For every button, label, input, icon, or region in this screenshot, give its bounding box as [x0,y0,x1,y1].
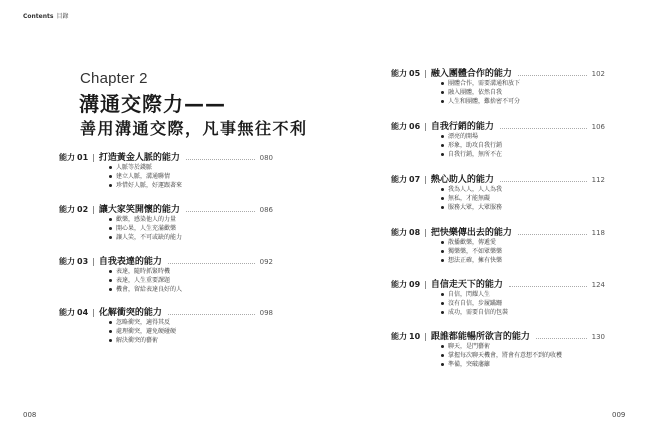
bullet-icon [109,227,112,230]
entry-prefix: 能力 [59,205,75,214]
bullet-icon [441,135,444,138]
dot-leader [500,127,587,129]
subitem [109,172,273,181]
subitem [109,224,273,233]
subitem [441,342,605,351]
entry-subitems [391,290,605,317]
subitem-text: 形象，助攻自我行銷 [448,142,503,149]
entry-page-number: 130 [591,333,605,341]
subitem [109,285,273,294]
subitem-text: 自信，閃耀人生 [448,291,491,298]
subitem [441,132,605,141]
subitem [441,256,605,265]
entry-subitems [59,267,273,294]
entry-page-number: 098 [259,309,273,317]
entry-title: 自信走天下的能力 [430,280,503,290]
toc-entry [391,225,605,265]
bullet-icon [441,250,444,253]
subitem [441,97,605,106]
bullet-icon [441,188,444,191]
bullet-icon [441,241,444,244]
entry-page-number: 102 [591,70,605,78]
entry-page-number: 086 [259,206,273,214]
subitem [441,141,605,150]
entry-page-number: 092 [259,258,273,266]
toc-entry [59,254,273,294]
subitem [109,276,273,285]
subitem-text: 融入團體，依然自我 [448,89,503,96]
dot-leader [518,233,587,235]
entry-page-number: 124 [591,281,605,289]
subitem-text: 成功，需要自信的包裝 [448,309,509,316]
page-number-right: 009 [612,411,626,419]
contents-header [23,11,68,20]
entry-divider: | [424,122,427,131]
entry-subitems [391,132,605,159]
entry-title: 融入團體合作的能力 [430,69,512,79]
bullet-icon [441,363,444,366]
entry-number: 09 [409,280,421,289]
subitem [109,233,273,242]
bullet-icon [441,302,444,305]
entry-title: 熱心助人的能力 [430,175,494,185]
entry-subitems [391,342,605,369]
subitem [109,327,273,336]
subitem-text: 歡樂，感染他人的力量 [116,216,177,223]
bullet-icon [109,236,112,239]
bullet-icon [441,354,444,357]
subitem [441,308,605,317]
subitem-text: 準備，突破藩籬 [448,361,491,368]
bullet-icon [109,279,112,282]
subitem [441,351,605,360]
subitem-text: 無私，才能無礙 [448,195,491,202]
bullet-icon [109,218,112,221]
bullet-icon [441,100,444,103]
dot-leader [186,158,255,160]
subitem-text: 珍惜好人脈，好運跟著來 [116,182,183,189]
entry-number: 03 [77,257,89,266]
bullet-icon [441,293,444,296]
toc-entry-heading [391,172,605,184]
subitem [441,79,605,88]
subitem-text: 自我行銷，無所不在 [448,151,503,158]
entry-divider: | [92,257,95,266]
entry-page-number: 080 [259,154,273,162]
toc-entry [391,277,605,317]
subitem [441,88,605,97]
subitem-text: 處理衝突，避免硬碰硬 [116,328,177,335]
bullet-icon [109,175,112,178]
toc-entry-heading [59,254,273,266]
entry-number: 10 [409,332,421,341]
chapter-label: Chapter 2 [80,70,148,87]
entry-title: 自我表達的能力 [98,257,162,267]
entry-divider: | [92,205,95,214]
dot-leader [500,180,587,182]
entry-subitems [59,318,273,345]
subitem [441,247,605,256]
toc-entry [59,150,273,190]
contents-label-zh: 目錄 [56,13,69,20]
entry-subitems [391,79,605,106]
entry-divider: | [424,228,427,237]
toc-entry-heading [391,225,605,237]
entry-divider: | [424,175,427,184]
entry-subitems [391,185,605,212]
entry-number: 04 [77,308,89,317]
entry-divider: | [424,69,427,78]
entry-title: 跟誰都能暢所欲言的能力 [430,332,530,342]
entry-number: 01 [77,153,89,162]
subitem-text: 我為人人，人人為我 [448,186,503,193]
subitem [109,336,273,345]
chapter-title: 溝通交際力—— [79,92,226,116]
subitem [109,181,273,190]
chapter-subtitle: 善用溝通交際，凡事無往不利 [80,119,308,138]
toc-entry-heading [391,277,605,289]
subitem-text: 人脈等於錢脈 [116,164,153,171]
bullet-icon [109,166,112,169]
entry-prefix: 能力 [391,122,407,131]
entry-prefix: 能力 [391,175,407,184]
subitem-text: 人生和團體，難捨密不可分 [448,98,521,105]
subitem-text: 表達，隨時抓緊時機 [116,268,171,275]
toc-entry [391,66,605,106]
subitem-text: 團體合作，需要溝通和放下 [448,80,521,87]
subitem [109,215,273,224]
bullet-icon [441,144,444,147]
entry-divider: | [92,153,95,162]
subitem-text: 讓人笑，不可或缺的能力 [116,234,183,241]
bullet-icon [441,311,444,314]
subitem-text: 解決衝突的藝術 [116,337,159,344]
toc-entry [59,202,273,242]
toc-entry [391,172,605,212]
entry-page-number: 118 [591,229,605,237]
entry-title: 化解衝突的能力 [98,308,162,318]
toc-entry-heading [59,305,273,317]
subitem [441,150,605,159]
bullet-icon [109,321,112,324]
subitem-text: 聊天，是門藝術 [448,343,491,350]
subitem [441,185,605,194]
subitem [441,238,605,247]
bullet-icon [441,197,444,200]
subitem-text: 漂亮的開場 [448,133,479,140]
entry-title: 讓大家笑開懷的能力 [98,205,180,215]
subitem [441,203,605,212]
entry-number: 06 [409,122,421,131]
entry-divider: | [424,332,427,341]
entry-page-number: 106 [591,123,605,131]
entry-prefix: 能力 [391,332,407,341]
toc-entry-heading [391,66,605,78]
entry-prefix: 能力 [59,153,75,162]
subitem-text: 想法正確，擁有快樂 [448,257,503,264]
entry-prefix: 能力 [391,280,407,289]
bullet-icon [441,206,444,209]
entry-prefix: 能力 [391,228,407,237]
bullet-icon [441,82,444,85]
subitem [441,290,605,299]
entry-prefix: 能力 [59,257,75,266]
bullet-icon [109,288,112,291]
entry-prefix: 能力 [391,69,407,78]
subitem-text: 表達，人生重要課題 [116,277,171,284]
subitem [441,360,605,369]
subitem-text: 沒有自信，步履蹣跚 [448,300,503,307]
subitem-text: 獨樂樂，不如眾樂樂 [448,248,503,255]
entry-divider: | [424,280,427,289]
subitem [109,318,273,327]
subitem-text: 機會，留給表達良好的人 [116,286,183,293]
entry-subitems [59,215,273,242]
subitem [441,299,605,308]
subitem-text: 開心果，人生充滿歡樂 [116,225,177,232]
contents-label: Contents [23,13,54,20]
dot-leader [186,210,255,212]
entry-number: 08 [409,228,421,237]
dot-leader [168,262,255,264]
bullet-icon [441,345,444,348]
subitem-text: 散播歡樂，傳遞愛 [448,239,497,246]
subitem-text: 忽略衝突，適得其反 [116,319,171,326]
subitem [109,267,273,276]
bullet-icon [109,339,112,342]
dot-leader [168,313,255,315]
entry-title: 把快樂傳出去的能力 [430,228,512,238]
bullet-icon [109,270,112,273]
toc-entry-heading [59,150,273,162]
bullet-icon [441,259,444,262]
entry-number: 07 [409,175,421,184]
entry-prefix: 能力 [59,308,75,317]
entry-page-number: 112 [591,176,605,184]
toc-entry-heading [59,202,273,214]
bullet-icon [109,184,112,187]
dot-leader [536,337,587,339]
bullet-icon [109,330,112,333]
entry-number: 05 [409,69,421,78]
entry-title: 自我行銷的能力 [430,122,494,132]
page-number-left: 008 [23,411,37,419]
bullet-icon [441,91,444,94]
subitem [441,194,605,203]
entry-number: 02 [77,205,89,214]
toc-entry-heading [391,329,605,341]
entry-title: 打造黃金人脈的能力 [98,153,180,163]
subitem [109,163,273,172]
entry-subitems [59,163,273,190]
toc-entry [391,119,605,159]
dot-leader [518,74,587,76]
bullet-icon [441,153,444,156]
toc-entry [391,329,605,369]
subitem-text: 建立人脈，溝通聯情 [116,173,171,180]
subitem-text: 服務大眾，大眾服務 [448,204,503,211]
subitem-text: 掌握每次聊天機會，將會有意想不到的收穫 [448,352,563,359]
toc-entry [59,305,273,345]
entry-divider: | [92,308,95,317]
entry-subitems [391,238,605,265]
dot-leader [509,285,587,287]
toc-entry-heading [391,119,605,131]
